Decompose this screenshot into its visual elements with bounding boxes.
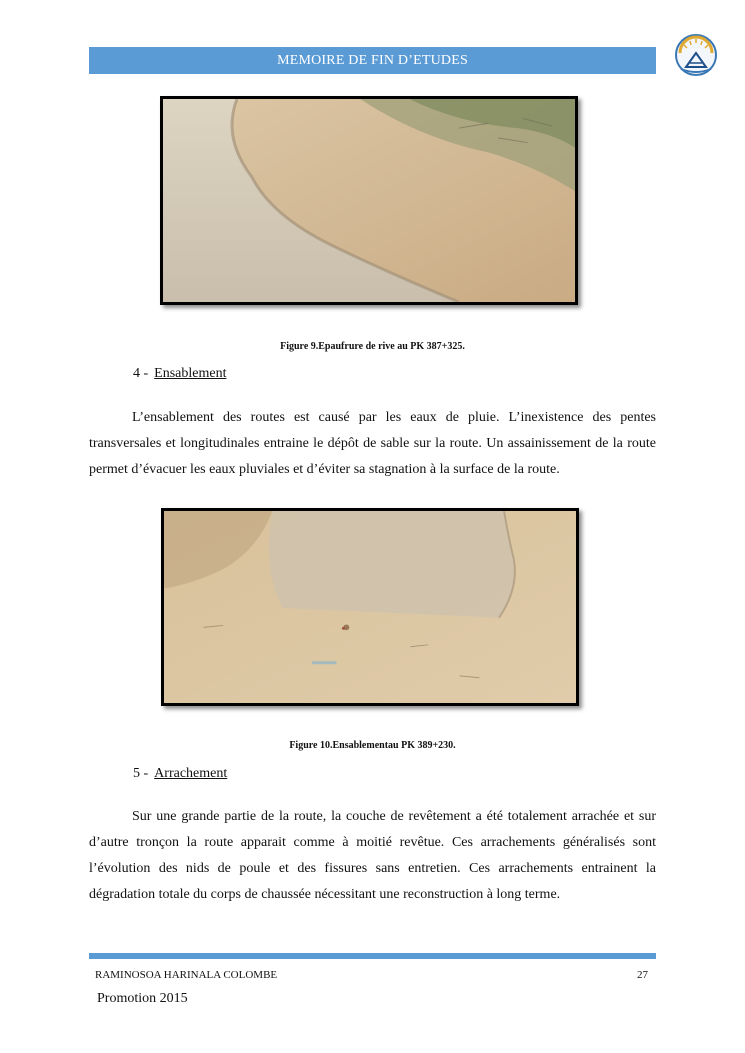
figure-10-caption: Figure 10.Ensablementau PK 389+230. — [289, 740, 456, 751]
section-4-heading — [133, 366, 226, 382]
section-number: 5 - — [133, 766, 149, 781]
footer-bar — [89, 953, 656, 959]
figure-10-photo — [161, 508, 579, 706]
section-5-heading — [133, 766, 227, 782]
figure-9-caption: Figure 9.Epaufrure de rive au PK 387+325. — [280, 341, 465, 352]
page-number: 27 — [637, 969, 648, 981]
footer-author: RAMINOSOA HARINALA COLOMBE — [95, 969, 278, 981]
section-4-paragraph: L’ensablement des routes est causé par les eaux de pluie. L’inexistence des pentes transversales et longitudinales entraine le dépôt de sable sur la route. Un assainissement de la route permet d’évacuer les eaux pluviales et d’éviter sa stagnation à la surface de la route. — [89, 410, 656, 477]
figure-9-photo — [160, 96, 578, 305]
header-bar — [89, 47, 656, 74]
section-5-paragraph: Sur une grande partie de la route, la couche de revêtement a été totalement arrachée et sur d’autre tronçon la route apparait comme à moitié revêtue. Ces arrachements généralisés sont l’évolution des nids de poule et des fissures sans entretien. Ces arrachements entrainent la dégradation totale du corps de chaussée nécessitant une reconstruction à long terme. — [89, 809, 656, 902]
section-title: Arrachement — [154, 766, 228, 781]
section-number: 4 - — [133, 366, 149, 381]
promotion-label: Promotion 2015 — [97, 991, 188, 1006]
document-title: MEMOIRE DE FIN D’ETUDES — [277, 52, 468, 68]
school-logo-icon — [673, 33, 719, 77]
section-title: Ensablement — [154, 366, 227, 381]
